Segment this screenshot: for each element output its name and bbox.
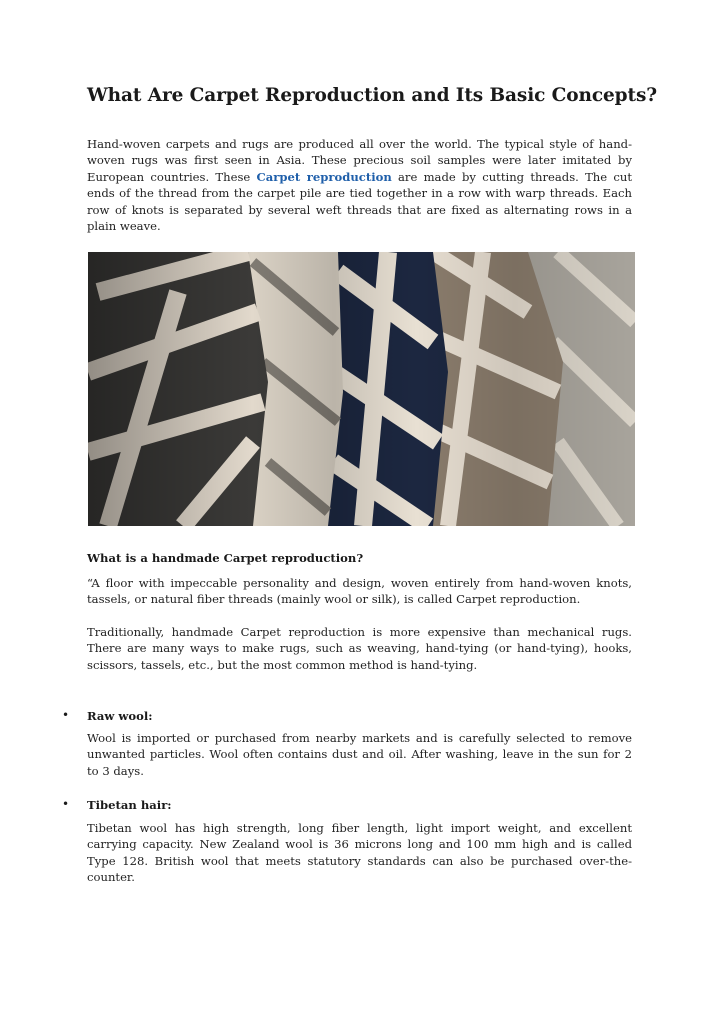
section-heading: What is a handmade Carpet reproduction? — [87, 551, 364, 565]
intro-paragraph — [87, 136, 632, 234]
traditional-paragraph: Traditionally, handmade Carpet reproduction is more expensive than mechanical rugs. There are many ways to make rugs, such as weaving, hand-tying (or hand-tying), hooks, scissors, tassels, etc., but the most common method is hand-tying. — [87, 625, 632, 672]
bullet-text-raw-wool: Wool is imported or purchased from nearby markets and is carefully selected to remove unwanted particles. Wool often contains dust and oil. After washing, leave in the sun for 2 to 3 days. — [87, 731, 632, 778]
intro-text-end: are made by cutting threads. The cut ends of the thread from the carpet pile are tied together in a row with warp threads. Each row of knots is separated by several weft threads that are fixed as alternating rows in a plain weave. — [87, 169, 632, 234]
bullet-heading-tibetan-hair: Tibetan hair: — [87, 798, 172, 812]
bullet-text-tibetan-hair: Tibetan wool has high strength, long fiber length, light import weight, and excellent carrying capacity. New Zealand wool is 36 microns long and 100 mm high and is called Type 128. British wool that meets statutory standards can also be purchased over-the-counter. — [87, 821, 632, 885]
definition-quote: “A floor with impeccable personality and design, woven entirely from hand-woven knots, tassels, or natural fiber threads (mainly wool or silk), is called Carpet reproduction. — [87, 576, 632, 607]
carpet-rugs-photo — [88, 252, 635, 526]
page-title: What Are Carpet Reproduction and Its Basic Concepts? — [87, 85, 658, 106]
carpet-reproduction-link[interactable]: Carpet reproduction — [256, 169, 392, 184]
bullet-heading-raw-wool: Raw wool: — [87, 709, 153, 723]
intro-text-start: Hand-woven carpets and rugs are produced all over the world. The typical style of hand-woven rugs was first seen in Asia. These precious soil samples were later imitated by European countries. These — [87, 137, 632, 184]
rug-illustration — [88, 252, 635, 526]
bullet-marker: • — [62, 797, 70, 811]
bullet-marker: • — [62, 708, 70, 722]
